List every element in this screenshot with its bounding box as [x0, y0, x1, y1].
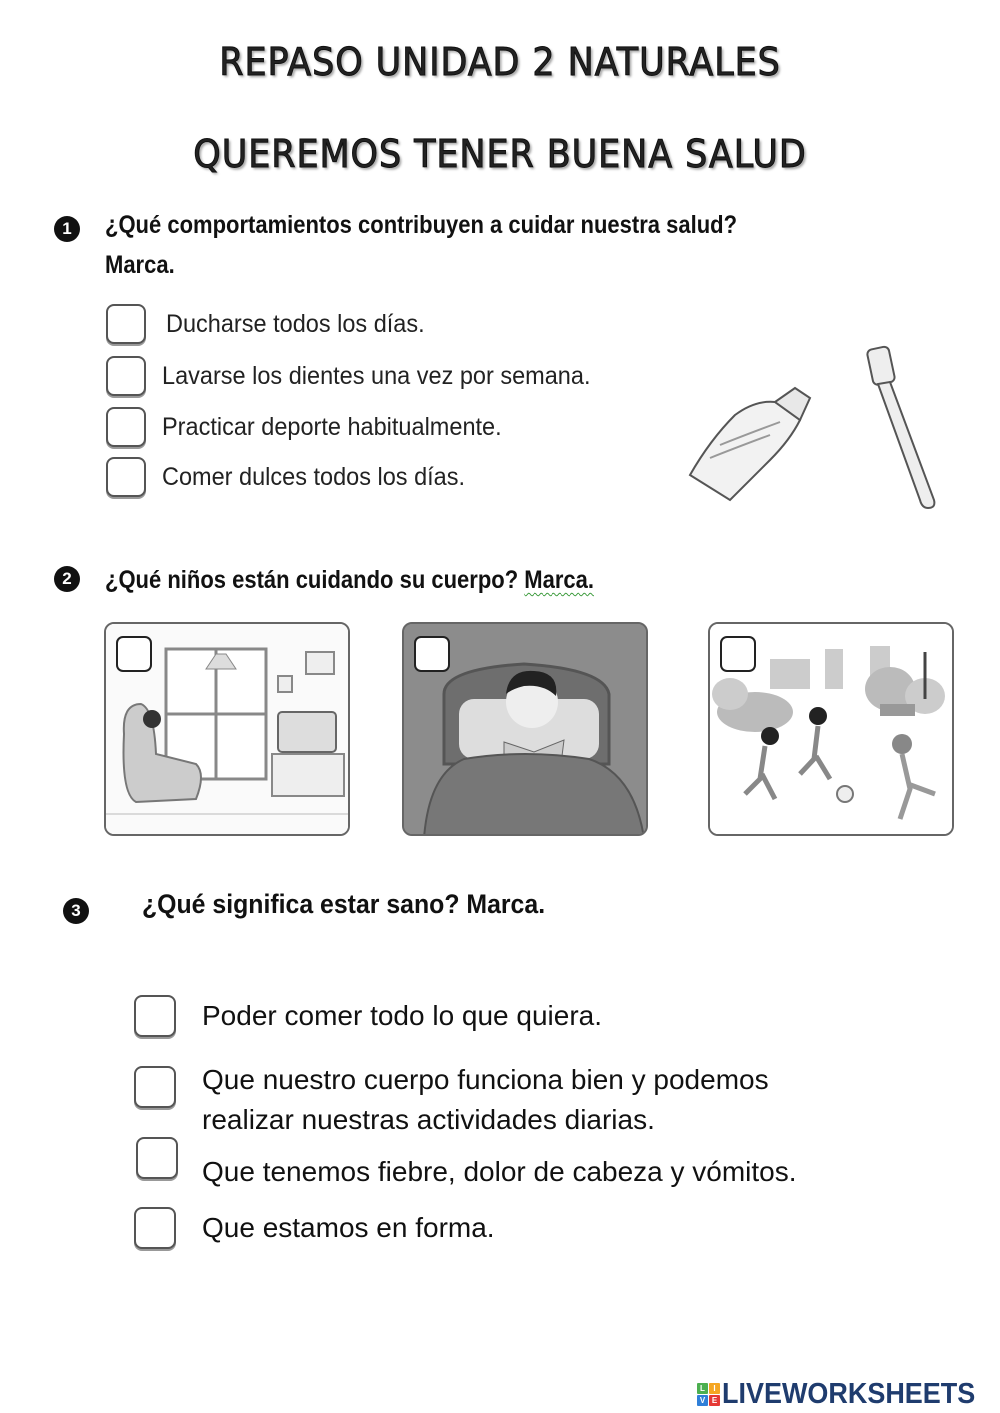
- q1-checkbox-3[interactable]: [106, 407, 146, 447]
- picture-2-checkbox[interactable]: [414, 636, 450, 672]
- picture-3-checkbox[interactable]: [720, 636, 756, 672]
- toothpaste-toothbrush-illustration: [680, 340, 960, 520]
- q3-checkbox-3[interactable]: [136, 1137, 178, 1179]
- q3-option-2-line1: Que nuestro cuerpo funciona bien y podemos: [202, 1064, 769, 1095]
- picture-bed-reading[interactable]: [402, 622, 648, 836]
- question-1-line2: Marca.: [105, 251, 175, 279]
- q3-checkbox-4[interactable]: [134, 1207, 176, 1249]
- picture-tv-room[interactable]: [104, 622, 350, 836]
- q3-option-1[interactable]: [134, 995, 602, 1037]
- question-2-prompt: ¿Qué niños están cuidando su cuerpo?: [105, 566, 519, 594]
- toothpaste-icon: [690, 388, 810, 500]
- q3-checkbox-1[interactable]: [134, 995, 176, 1037]
- q1-option-1-label: Ducharse todos los días.: [166, 309, 425, 338]
- question-number-1: 1: [54, 216, 80, 242]
- q3-option-1-label: Poder comer todo lo que quiera.: [202, 1000, 603, 1031]
- q1-checkbox-1[interactable]: [106, 304, 146, 344]
- question-1-line1: ¿Qué comportamientos contribuyen a cuidar nuestra salud?: [105, 211, 738, 239]
- live-blocks-icon: L I V E: [697, 1383, 720, 1406]
- picture-park-playing[interactable]: [708, 622, 954, 836]
- q1-option-3-label: Practicar deporte habitualmente.: [162, 412, 502, 441]
- q3-option-4-label: Que estamos en forma.: [202, 1212, 495, 1243]
- question-number-2: 2: [54, 566, 80, 592]
- liveworksheets-logo[interactable]: [697, 1378, 994, 1411]
- q1-option-1[interactable]: [106, 304, 441, 344]
- q3-option-4[interactable]: [134, 1207, 495, 1249]
- question-number-3: 3: [63, 898, 89, 924]
- picture-1-checkbox[interactable]: [116, 636, 152, 672]
- question-3-text: ¿Qué significa estar sano? Marca.: [142, 889, 546, 919]
- q3-option-2-label: [202, 1060, 769, 1140]
- toothbrush-icon: [866, 346, 934, 508]
- q3-checkbox-2[interactable]: [134, 1066, 176, 1108]
- q3-option-3-label: Que tenemos fiebre, dolor de cabeza y vómitos.: [202, 1156, 797, 1187]
- worksheet-subtitle: QUEREMOS TENER BUENA SALUD: [193, 132, 807, 176]
- question-2-text: [105, 560, 594, 600]
- question-2-marca: Marca.: [524, 566, 594, 594]
- q1-checkbox-4[interactable]: [106, 457, 146, 497]
- q1-option-2[interactable]: [106, 356, 618, 396]
- q1-option-2-label: Lavarse los dientes una vez por semana.: [162, 361, 591, 390]
- q1-checkbox-2[interactable]: [106, 356, 146, 396]
- q3-option-2[interactable]: [134, 1060, 769, 1140]
- worksheet-title: REPASO UNIDAD 2 NATURALES: [219, 40, 781, 84]
- q3-option-2-line2: realizar nuestras actividades diarias.: [202, 1104, 655, 1135]
- q1-option-4-label: Comer dulces todos los días.: [162, 462, 466, 491]
- question-1-text: [105, 205, 737, 285]
- brand-name: LIVEWORKSHEETS: [722, 1378, 976, 1410]
- q1-option-3[interactable]: [106, 407, 523, 447]
- q1-option-4[interactable]: [106, 457, 484, 497]
